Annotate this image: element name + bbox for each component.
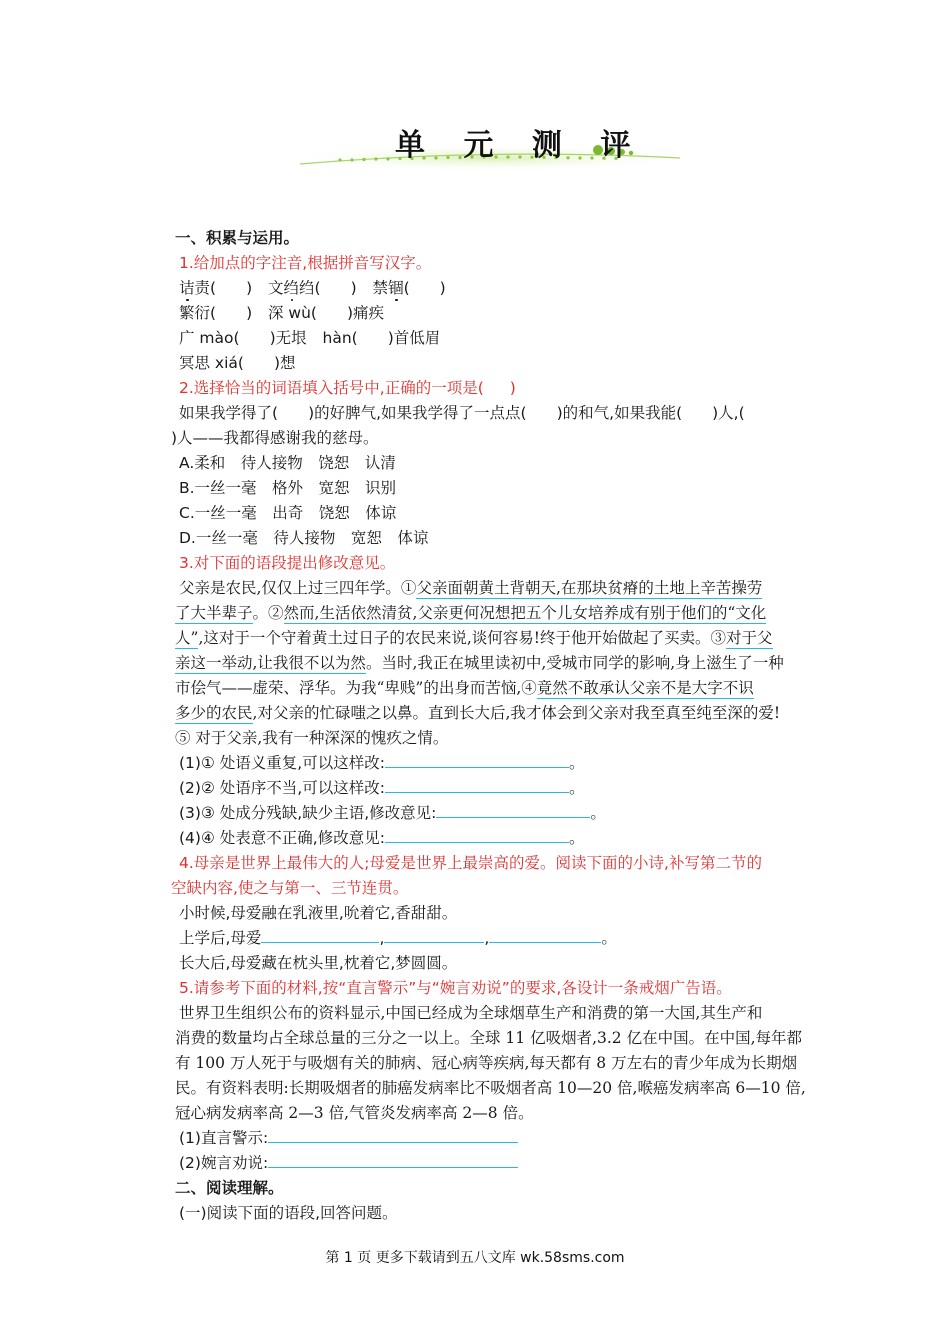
answer-blank[interactable] (384, 926, 484, 943)
q4-poem-line-2: 上学后,母爱 , , 。 (175, 926, 807, 951)
q3-passage-line-7: ⑤ 对于父亲,我有一种深深的愧疚之情。 (175, 729, 449, 747)
q5-material-line-3: 有 100 万人死于与吸烟有关的肺病、冠心病等疾病,每天都有 8 万左右的青少年成为长期烟 (175, 1054, 798, 1072)
q2-option-b: B.一丝一毫 格外 宽恕 识别 (179, 479, 397, 497)
worksheet-content (171, 226, 807, 1226)
q3-passage-line-3: 人”,这对于一个守着黄土过日子的农民来说,谈何容易!终于他开始做起了买卖。③对于父 (175, 629, 773, 647)
answer-blank[interactable] (268, 1151, 518, 1168)
answer-blank[interactable] (489, 926, 601, 943)
q2-passage-line-2: )人——我都得感谢我的慈母。 (171, 429, 379, 447)
q1-row-3: 广 mào( )无垠 hàn( )首低眉 (179, 329, 441, 347)
q3-sub-2: (2)② 处语序不当,可以这样改: 。 (175, 776, 807, 801)
q1-row-1: 诘责( ) 文绉绉( ) 禁锢( ) (179, 279, 446, 297)
q4-poem-line-3: 长大后,母爱藏在枕头里,枕着它,梦圆圆。 (179, 954, 458, 972)
answer-blank[interactable] (385, 751, 569, 768)
answer-blank[interactable] (268, 1126, 518, 1143)
section-1-heading: 一、积累与运用。 (175, 229, 300, 247)
q3-passage-line-4: 亲这一举动,让我很不以为然。当时,我正在城里读初中,受城市同学的影响,身上滋生了一种 (175, 654, 784, 672)
q5-answer-2: (2)婉言劝说: (175, 1151, 807, 1176)
q3-passage-line-6: 多少的农民,对父亲的忙碌嗤之以鼻。直到长大后,我才体会到父亲对我至真至纯至深的爱! (175, 704, 781, 722)
q5-material-line-4: 民。有资料表明:长期吸烟者的肺癌发病率比不吸烟者高 10—20 倍,喉癌发病率高 6—10 倍, (175, 1079, 806, 1097)
section-2-heading: 二、阅读理解。 (175, 1179, 284, 1197)
q1-row-4: 冥思 xiá( )想 (179, 354, 296, 372)
q5-answer-1: (1)直言警示: (175, 1126, 807, 1151)
section-2-subheading: (一)阅读下面的语段,回答问题。 (179, 1204, 398, 1222)
q1-word-jie: 诘责( (179, 279, 217, 297)
q4-title-line-1: 4.母亲是世界上最伟大的人;母爱是世界上最崇高的爱。阅读下面的小诗,补写第二节的 (179, 854, 762, 872)
q4-title-line-2: 空缺内容,使之与第一、三节连贯。 (171, 879, 409, 897)
q1-row-2: 繁衍( ) 深 wù( )痛疾 (179, 304, 385, 322)
page-footer: 第 1 页 更多下载请到五八文库 wk.58sms.com (325, 1250, 625, 1266)
q2-option-c: C.一丝一毫 出奇 饶恕 体谅 (179, 504, 397, 522)
q2-title: 2.选择恰当的词语填入括号中,正确的一项是( ) (179, 379, 516, 397)
answer-blank[interactable] (385, 776, 569, 793)
q1-word-zhou: 文绉绉( (268, 279, 321, 297)
q2-option-a: A.柔和 待人接物 饶恕 认清 (179, 454, 396, 472)
q1-word-gu: 禁锢( (372, 279, 410, 297)
q3-passage-line-5: 市侩气——虚荣、浮华。为我“卑贱”的出身而苦恼,④竟然不敢承认父亲不是大字不识 (175, 679, 754, 697)
q3-sub-4: (4)④ 处表意不正确,修改意见: 。 (175, 826, 807, 851)
q3-title: 3.对下面的语段提出修改意见。 (179, 554, 396, 572)
answer-blank[interactable] (385, 826, 569, 843)
q3-passage-line-2: 了大半辈子。②然而,生活依然清贫,父亲更何况想把五个儿女培养成有别于他们的“文化 (175, 604, 767, 622)
q3-sub-3: (3)③ 处成分残缺,缺少主语,修改意见: 。 (175, 801, 807, 826)
q5-material-line-5: 冠心病发病率高 2—3 倍,气管炎发病率高 2—8 倍。 (175, 1104, 534, 1122)
q2-option-d: D.一丝一毫 待人接物 宽恕 体谅 (179, 529, 429, 547)
q1-title: 1.给加点的字注音,根据拼音写汉字。 (179, 254, 432, 272)
q5-material-line-1: 世界卫生组织公布的资料显示,中国已经成为全球烟草生产和消费的第一大国,其生产和 (179, 1004, 763, 1022)
q3-sub-1: (1)① 处语义重复,可以这样改: 。 (175, 751, 807, 776)
page-title: 单 元 测 评 (395, 128, 645, 163)
answer-blank[interactable] (436, 801, 590, 818)
answer-blank[interactable] (261, 926, 379, 943)
q3-passage-line-1: 父亲是农民,仅仅上过三四年学。①父亲面朝黄土背朝天,在那块贫瘠的土地上辛苦操劳 (179, 579, 763, 597)
q2-passage-line-1: 如果我学得了( )的好脾气,如果我学得了一点点( )的和气,如果我能( )人,( (179, 404, 745, 422)
q4-poem-line-1: 小时候,母爱融在乳液里,吮着它,香甜甜。 (179, 904, 458, 922)
q5-title: 5.请参考下面的材料,按“直言警示”与“婉言劝说”的要求,各设计一条戒烟广告语。 (179, 979, 732, 997)
q5-material-line-2: 消费的数量均占全球总量的三分之一以上。全球 11 亿吸烟者,3.2 亿在中国。在中国,每年都 (175, 1029, 803, 1047)
